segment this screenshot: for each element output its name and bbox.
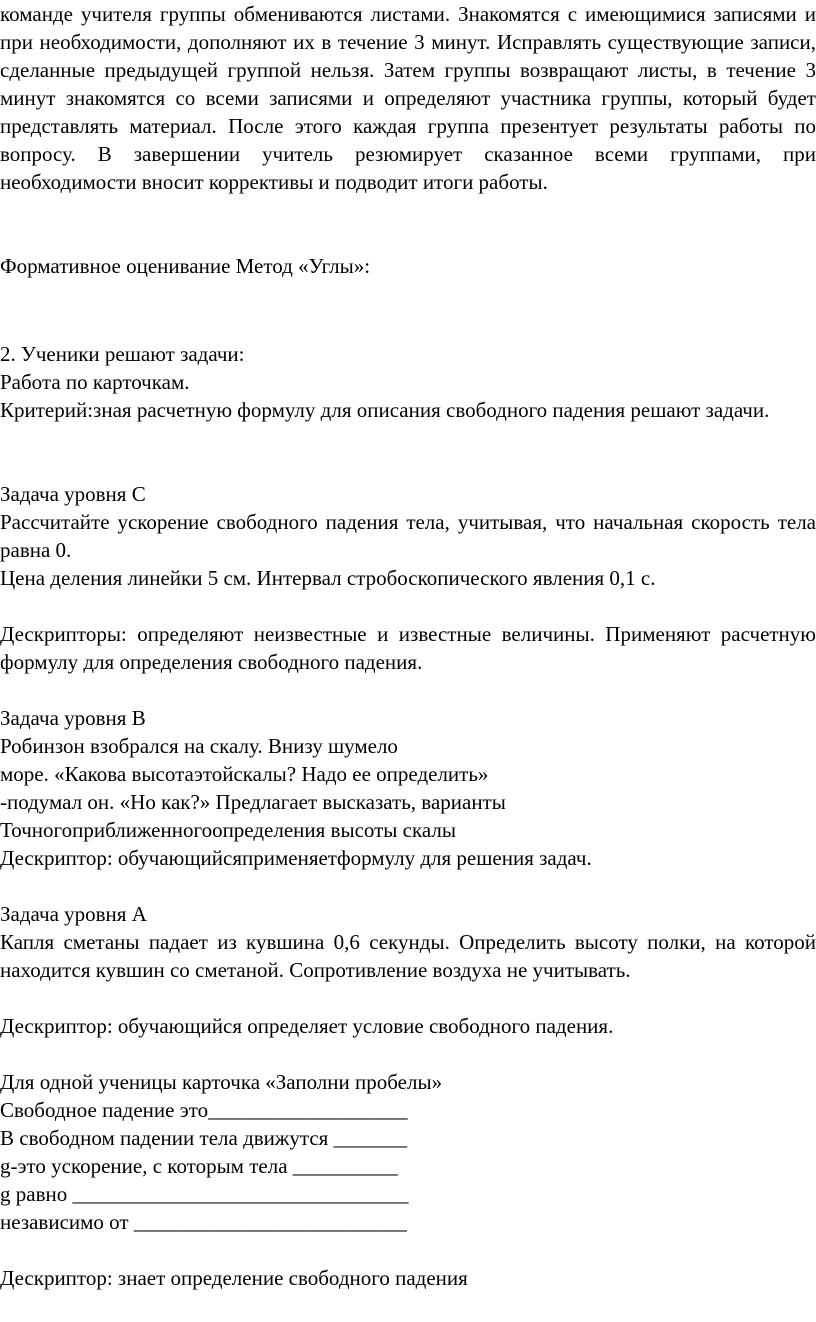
fill-card-title: Для одной ученицы карточка «Заполни пробелы» xyxy=(0,1070,443,1094)
formative-assessment-line: Формативное оценивание Метод «Углы»: xyxy=(0,254,371,278)
fill-line: g-это ускорение, с которым тела __________ xyxy=(0,1154,398,1178)
task2-criterion: Критерий:зная расчетную формулу для описания свободного падения решают задачи. xyxy=(0,398,770,422)
level-c-title: Задача уровня С xyxy=(0,482,146,506)
level-b-descriptor: Дескриптор: обучающийсяприменяетформулу для решения задач. xyxy=(0,846,592,870)
fill-line: независимо от __________________________ xyxy=(0,1210,407,1234)
level-a-text: Капля сметаны падает из кувшина 0,6 секунды. Определить высоту полки, на которой находится кувшин со сметаной. Сопротивление воздуха не учитывать. xyxy=(0,930,816,982)
fill-line: В свободном падении тела движутся _______ xyxy=(0,1126,408,1150)
level-c-text: Рассчитайте ускорение свободного падения тела, учитывая, что начальная скорость тела равна 0. xyxy=(0,510,816,562)
intro-paragraph: команде учителя группы обмениваются листами. Знакомятся с имеющимися записями и при необходимости, дополняют их в течение 3 минут. Исправлять существующие записи, сделанные предыдущей группой нельзя. Затем группы возвращают листы, в течение 3 минут знакомятся со всеми записями и определяют участника группы, который будет представлять материал. После этого каждая группа презентует результаты работы по вопросу. В завершении учитель резюмирует сказанное всеми группами, при необходимости вносит коррективы и подводит итоги работы. xyxy=(0,2,816,194)
level-b-line: -подумал он. «Но как?» Предлагает высказать, варианты xyxy=(0,790,506,814)
level-b-title: Задача уровня В xyxy=(0,706,146,730)
task2-cards: Работа по карточкам. xyxy=(0,370,190,394)
level-b-line: море. «Какова высотаэтойскалы? Надо ее определить» xyxy=(0,762,489,786)
task2-heading: 2. Ученики решают задачи: xyxy=(0,342,245,366)
level-b-line: Точногоприближенногоопределения высоты скалы xyxy=(0,818,456,842)
level-a-title: Задача уровня А xyxy=(0,902,147,926)
fill-descriptor: Дескриптор: знает определение свободного падения xyxy=(0,1266,468,1290)
level-c-scale: Цена деления линейки 5 см. Интервал стробоскопического явления 0,1 с. xyxy=(0,566,656,590)
level-c-descriptors: Дескрипторы: определяют неизвестные и известные величины. Применяют расчетную формулу для определения свободного падения. xyxy=(0,622,816,674)
fill-line: g равно ________________________________ xyxy=(0,1182,409,1206)
level-b-line: Робинзон взобрался на скалу. Внизу шумело xyxy=(0,734,398,758)
fill-line: Свободное падение это___________________ xyxy=(0,1098,408,1122)
level-a-descriptor: Дескриптор: обучающийся определяет условие свободного падения. xyxy=(0,1014,614,1038)
